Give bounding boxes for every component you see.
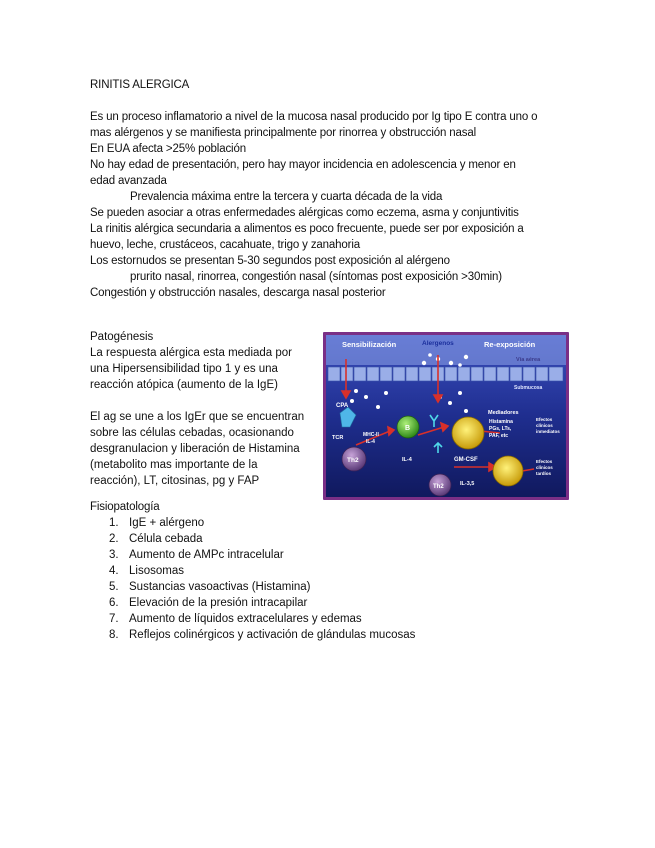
list-number: 4. xyxy=(109,565,119,577)
label-th2: Th2 xyxy=(347,457,359,464)
label-cpa: CPA xyxy=(336,403,349,409)
label-histamina: Histamina xyxy=(489,419,513,425)
label-b: B xyxy=(405,425,411,432)
label-efectos-tardios-1: Efectos xyxy=(536,459,553,464)
label-efectos-tardios-2: clínicos xyxy=(536,465,553,470)
list-text: Elevación de la presión intracapilar xyxy=(129,597,308,609)
intro-line: Se pueden asociar a otras enfermedades alérgicas como eczema, asma y conjuntivitis xyxy=(90,207,519,219)
list-text: Sustancias vasoactivas (Histamina) xyxy=(129,581,311,593)
fisiopatologia-heading: Fisiopatología xyxy=(90,501,160,513)
label-alergenos: Alergenos xyxy=(422,340,454,347)
pathogenesis-line: (metabolito mas importante de la xyxy=(90,459,258,471)
mast-cell-late xyxy=(493,456,523,486)
label-submucosa: Submucosa xyxy=(514,385,543,391)
list-number: 3. xyxy=(109,549,119,561)
label-efectos-tardios-3: tardíos xyxy=(536,471,552,476)
list-number: 6. xyxy=(109,597,119,609)
label-mediadores: Mediadores xyxy=(488,410,519,416)
label-gmcsf: GM-CSF xyxy=(454,457,478,463)
pathogenesis-section xyxy=(90,329,320,489)
pathogenesis-line: reacción atópica (aumento de la IgE) xyxy=(90,379,278,391)
label-th2-late: Th2 xyxy=(433,484,444,490)
pathogenesis-line: una Hipersensibilidad tipo 1 y es una xyxy=(90,363,278,375)
list-text: Lisosomas xyxy=(129,565,184,577)
intro-line: No hay edad de presentación, pero hay mayor incidencia en adolescencia y menor en xyxy=(90,159,516,171)
list-text: Célula cebada xyxy=(129,533,203,545)
pathogenesis-line: desgranulacion y liberación de Histamina xyxy=(90,443,300,455)
list-number: 8. xyxy=(109,629,119,641)
label-via-aerea: Vía aérea xyxy=(516,357,541,363)
intro-line: prurito nasal, rinorrea, congestión nasal (síntomas post exposición >30min) xyxy=(130,271,502,283)
pathogenesis-line: reacción), LT, citosinas, pg y FAP xyxy=(90,475,260,487)
intro-line: mas alérgenos y se manifiesta principalmente por rinorrea y obstrucción nasal xyxy=(90,127,477,139)
list-text: Reflejos colinérgicos y activación de glándulas mucosas xyxy=(129,629,416,641)
list-text: Aumento de AMPc intracelular xyxy=(129,549,284,561)
label-il35: IL-3,5 xyxy=(460,481,475,487)
intro-line: edad avanzada xyxy=(90,175,167,187)
mast-cell xyxy=(452,417,484,449)
intro-line: huevo, leche, crustáceos, cacahuate, trigo y zanahoria xyxy=(90,239,360,251)
intro-line: Es un proceso inflamatorio a nivel de la mucosa nasal producido por Ig tipo E contra uno o xyxy=(90,111,538,123)
label-pgs: PGs, LTs, xyxy=(489,426,512,432)
list-number: 1. xyxy=(109,517,119,529)
label-il4-top: IL-4 xyxy=(366,439,375,445)
intro-line: Congestión y obstrucción nasales, descarga nasal posterior xyxy=(90,287,386,299)
list-number: 2. xyxy=(109,533,119,545)
pathogenesis-line: sobre las células cebadas, ocasionando xyxy=(90,427,294,439)
label-sensibilizacion: Sensibilización xyxy=(342,340,397,349)
list-text: Aumento de líquidos extracelulares y edemas xyxy=(129,613,362,625)
label-reexposicion: Re-exposición xyxy=(484,340,536,349)
pathogenesis-line: El ag se une a los IgEr que se encuentran xyxy=(90,411,305,423)
label-mhc: MHC-II xyxy=(363,432,379,438)
document-title: RINITIS ALERGICA xyxy=(90,79,190,91)
list-number: 5. xyxy=(109,581,119,593)
label-paf: PAF, etc xyxy=(489,433,509,439)
intro-line: Prevalencia máxima entre la tercera y cuarta década de la vida xyxy=(130,191,443,203)
label-efectos-inmediatos-3: inmediatos xyxy=(536,429,560,434)
epithelium xyxy=(328,367,563,381)
label-tcr: TCR xyxy=(332,435,344,441)
label-il4: IL-4 xyxy=(402,457,412,463)
allergy-figure xyxy=(323,332,569,500)
label-efectos-inmediatos-1: Efectos xyxy=(536,417,553,422)
list-text: IgE + alérgeno xyxy=(129,517,205,529)
intro-line: La rinitis alérgica secundaria a alimentos es poco frecuente, puede ser por exposición a xyxy=(90,223,524,235)
list-number: 7. xyxy=(109,613,119,625)
label-efectos-inmediatos-2: clínicos xyxy=(536,423,553,428)
pathogenesis-heading: Patogénesis xyxy=(90,331,154,343)
intro-line: Los estornudos se presentan 5-30 segundos post exposición al alérgeno xyxy=(90,255,450,267)
pathogenesis-line: La respuesta alérgica esta mediada por xyxy=(90,347,293,359)
intro-line: En EUA afecta >25% población xyxy=(90,143,246,155)
